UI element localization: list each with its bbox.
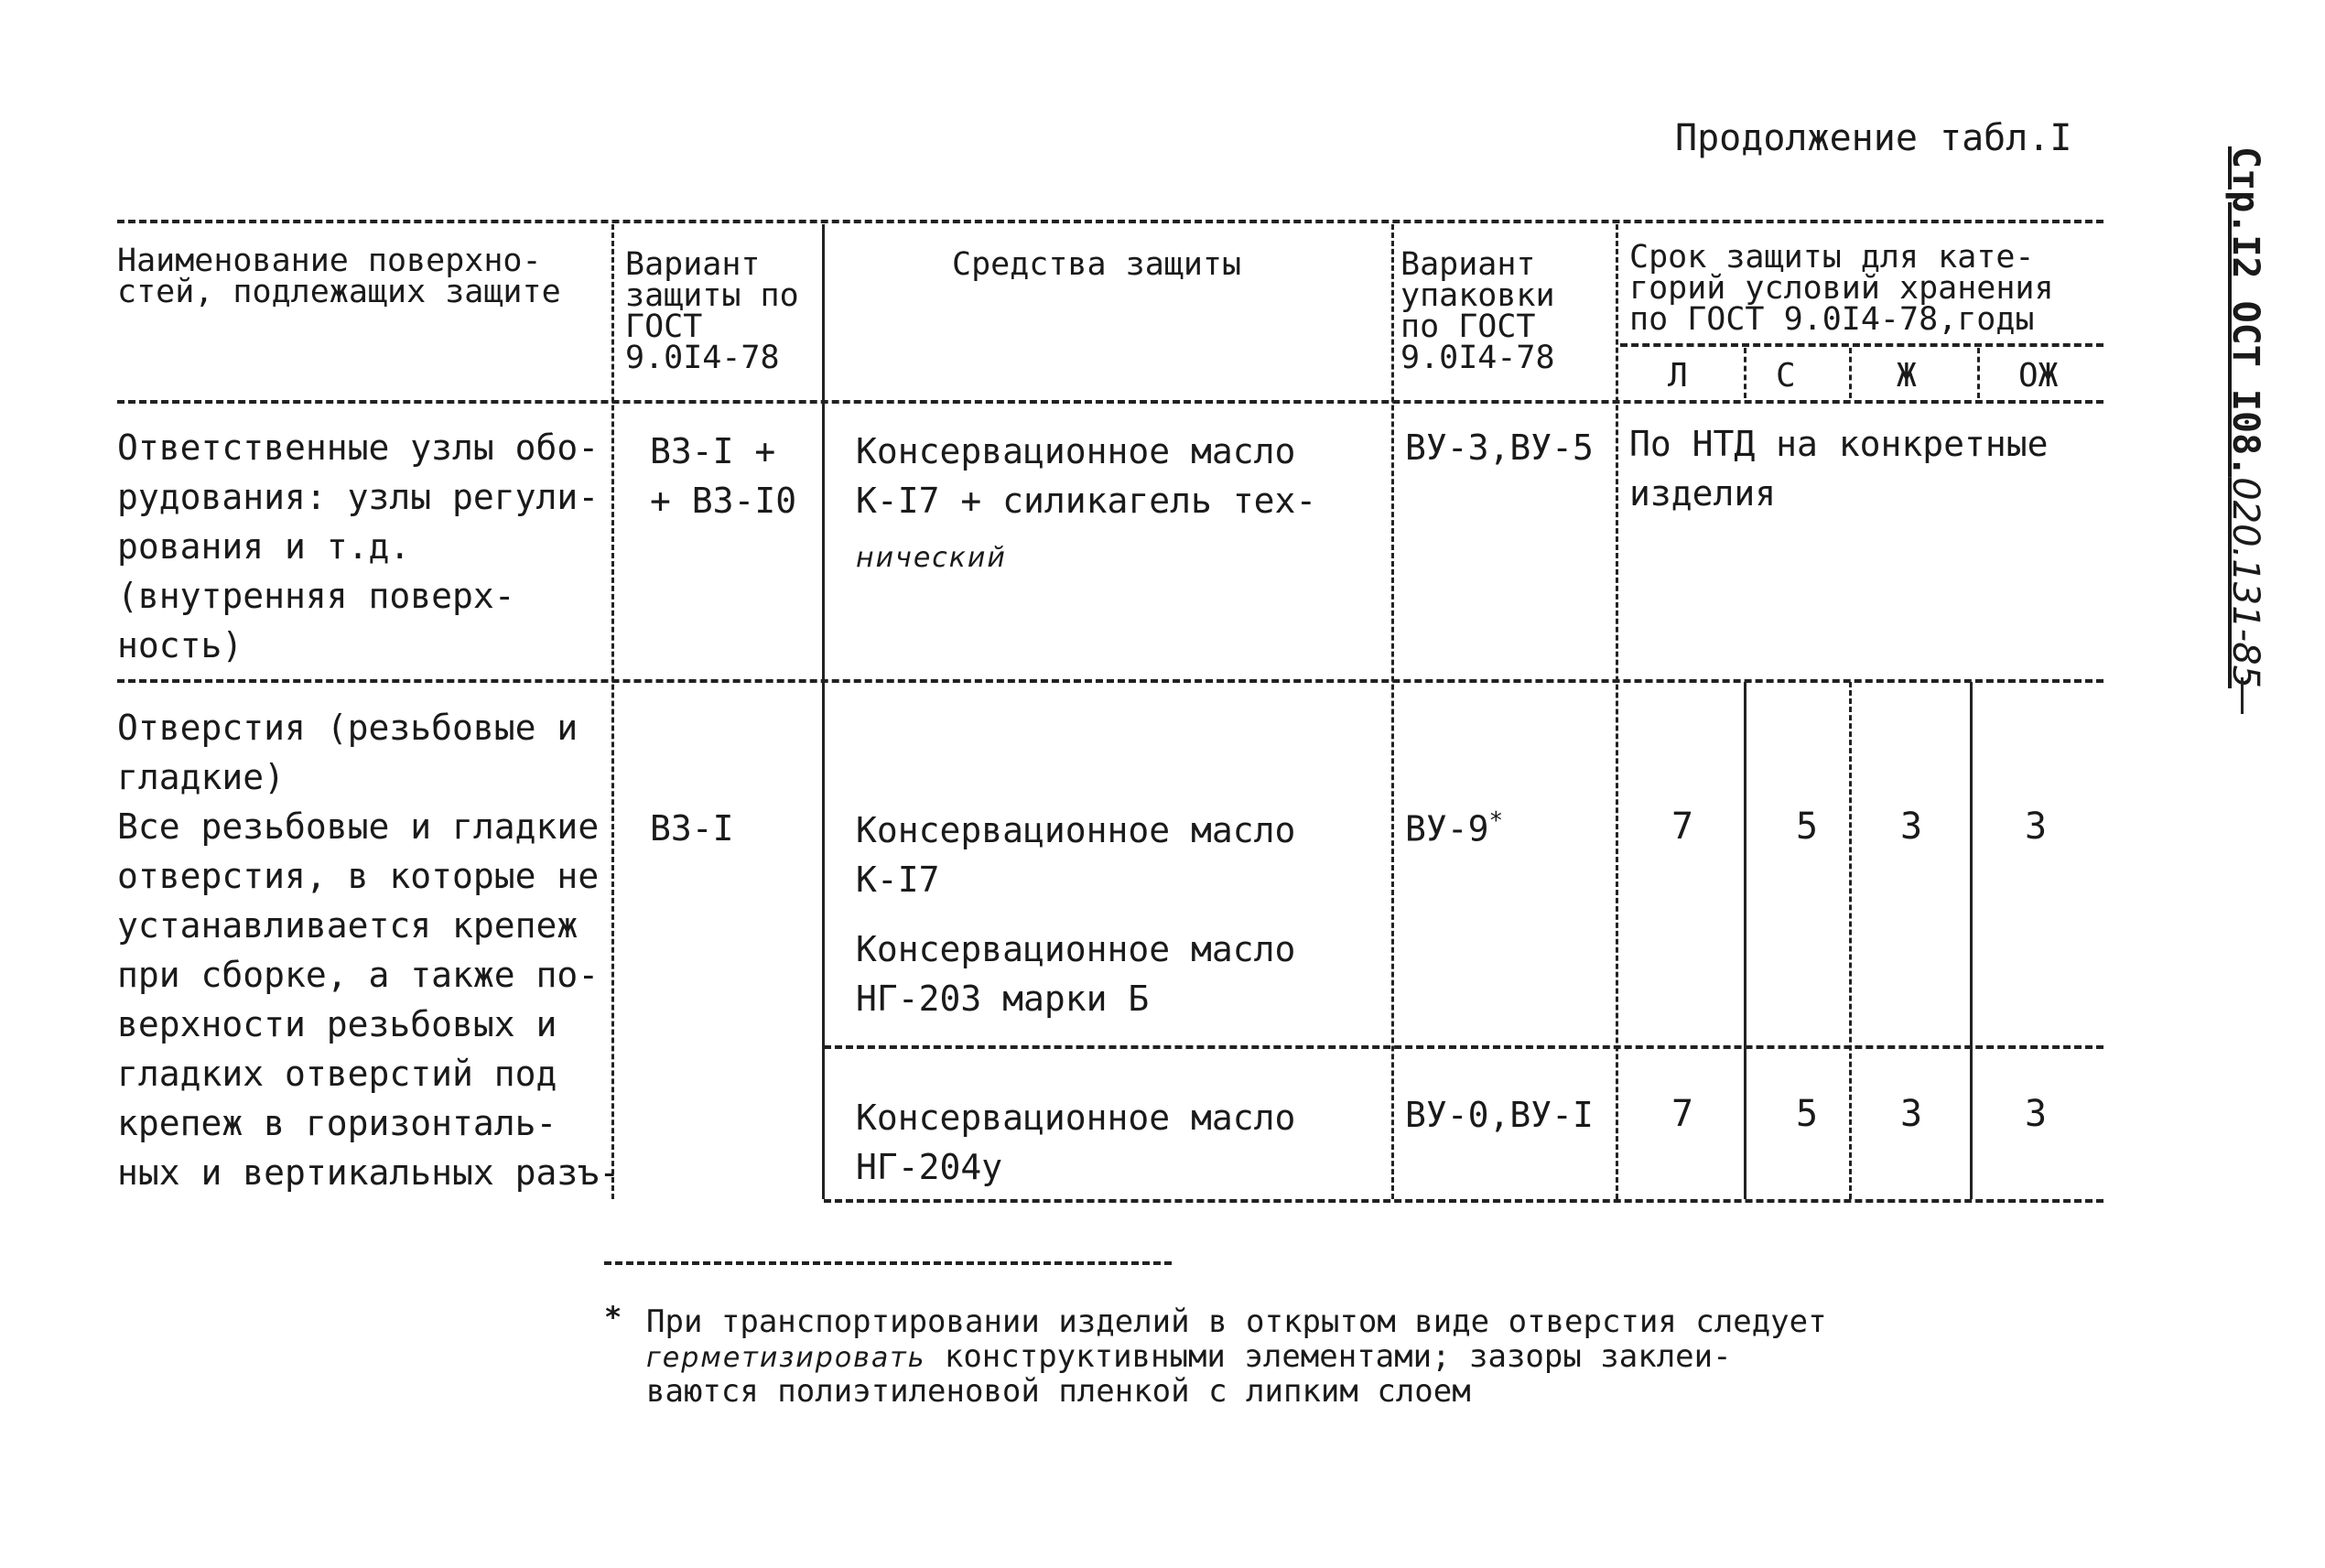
term-subheader-border	[1620, 343, 2103, 347]
header-term-l: Л	[1668, 357, 1688, 395]
col-sep-2	[822, 224, 825, 1199]
header-means: Средства защиты	[952, 246, 1242, 283]
row1-surface: Ответственные узлы обо- рудования: узлы регули- рования и т.д. (внутренняя поверх- ность)	[117, 427, 600, 665]
row1-term-note: По НТД на конкретные изделия	[1629, 424, 2049, 514]
row1-bottom-border	[117, 679, 2103, 683]
row2-inner-border	[824, 1045, 2103, 1049]
row1-means: Консервационное масло К-I7 + силикагель тех-	[856, 431, 1317, 521]
term-sep-row2-3	[1970, 682, 1973, 1199]
row2-means-a: Консервационное масло К-I7	[856, 810, 1296, 900]
footnote-line-1: При транспортировании изделий в открытом виде отверстия следует	[646, 1303, 1827, 1340]
col-sep-3	[1391, 224, 1394, 1199]
term-sep-2	[1849, 348, 1852, 398]
row2-term-a-l: 7	[1671, 806, 1694, 848]
row2-term-c-s: 5	[1796, 1093, 1819, 1135]
row2-term-c-l: 7	[1671, 1093, 1694, 1135]
row1-means-handwritten: нический	[856, 542, 1007, 574]
term-sep-3	[1977, 348, 1980, 398]
row2-packaging-a-mark: *	[1488, 807, 1504, 835]
row2-means-c: Консервационное масло НГ-204у	[856, 1098, 1296, 1187]
row2-means-b: Консервационное масло НГ-203 марки Б	[856, 929, 1296, 1019]
footnote-handwritten: герметизировать	[646, 1342, 926, 1374]
row2-packaging-c: ВУ-0,ВУ-I	[1405, 1095, 1594, 1135]
footnote-separator	[604, 1261, 1172, 1265]
table-bottom-border	[824, 1199, 2103, 1203]
header-surface: Наименование поверхно- стей, подлежащих защите	[117, 243, 561, 310]
row1-protection-variant: ВЗ-I + + ВЗ-I0	[650, 431, 797, 521]
side-label-tick	[2241, 677, 2244, 714]
header-term-ozh: ОЖ	[2018, 357, 2059, 395]
header-term: Срок защиты для кате- горий условий хранения по ГОСТ 9.0I4-78,годы	[1629, 239, 2054, 338]
page-side-label	[2224, 146, 2266, 688]
row2-term-a-s: 5	[1796, 806, 1819, 848]
footnote-line-3: ваются полиэтиленовой пленкой с липким слоем	[646, 1373, 1471, 1410]
col-sep-4	[1616, 224, 1618, 1199]
side-label-prefix: Стр.I2 ОСТ I08.	[2224, 146, 2266, 478]
header-bottom-border	[117, 400, 2103, 404]
row2-protection-variant: ВЗ-I	[650, 808, 734, 849]
footnote-mark: *	[604, 1300, 622, 1335]
footnote-line-2	[646, 1338, 1732, 1375]
header-term-s: С	[1776, 357, 1796, 395]
row2-term-a-zh: 3	[1900, 806, 1923, 848]
term-sep-row2-1	[1744, 682, 1746, 1199]
row2-term-c-ozh: 3	[2025, 1093, 2048, 1135]
row2-surface: Отверстия (резьбовые и гладкие) Все резьбовые и гладкие отверстия, в которые не устанавливается крепеж при сборке, а также по- верхности резьбовых и гладких отверстий под крепеж в горизонталь- ных и вертикальных разъ-	[117, 708, 621, 1193]
continuation-label: Продолжение табл.I	[1675, 117, 2072, 159]
header-packaging-variant: Вариант упаковки по ГОСТ 9.0I4-78	[1400, 246, 1555, 376]
side-label-handwritten: 020.131-85	[2224, 477, 2266, 688]
row2-packaging-a	[1405, 807, 1503, 849]
term-sep-1	[1744, 348, 1746, 398]
header-term-zh: Ж	[1897, 357, 1917, 395]
footnote-line-2-rest: конструктивными элементами; зазоры заклеи-	[925, 1338, 1732, 1375]
row1-packaging-variant: ВУ-3,ВУ-5	[1405, 427, 1594, 468]
row2-term-c-zh: 3	[1900, 1093, 1923, 1135]
row2-packaging-a-value: ВУ-9	[1405, 808, 1489, 849]
table-top-border	[117, 220, 2103, 223]
term-sep-row2-2	[1849, 682, 1852, 1199]
row2-term-a-ozh: 3	[2025, 806, 2048, 848]
header-protection-variant: Вариант защиты по ГОСТ 9.0I4-78	[625, 246, 799, 376]
